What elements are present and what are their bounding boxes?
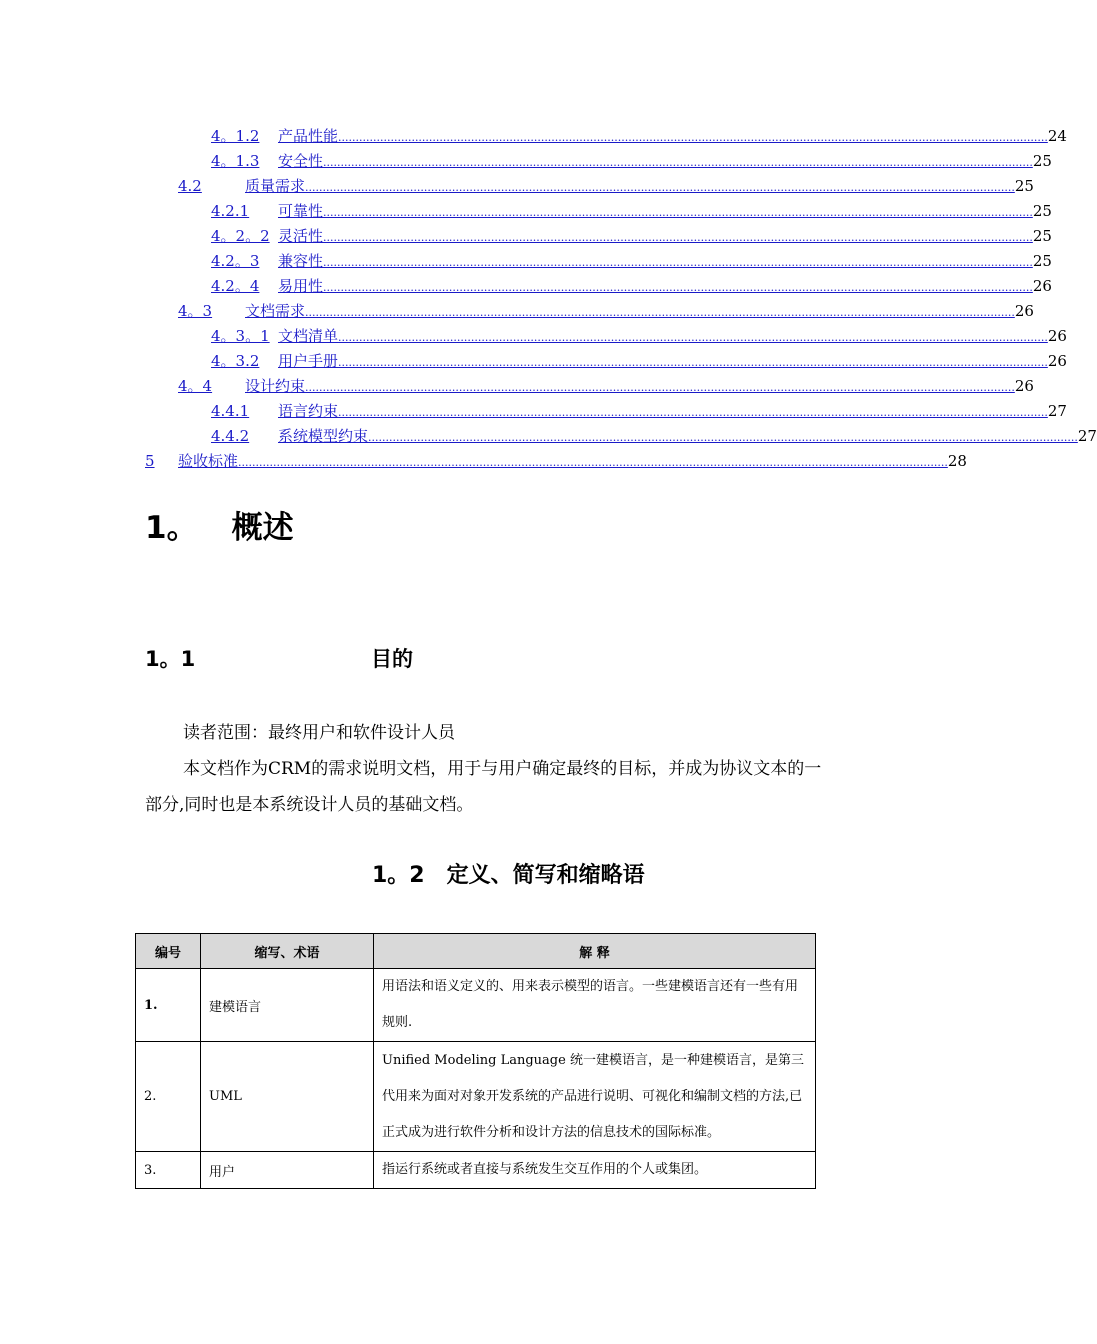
table-header-row: [136, 934, 816, 969]
toc-title: 文档清单: [278, 327, 339, 345]
toc-entry[interactable]: [178, 375, 1034, 397]
toc-link[interactable]: 4。1.3 安全性 ...........................................................................................................................................................................................................: [211, 152, 1033, 170]
toc-entry[interactable]: [178, 175, 1034, 197]
toc-entry[interactable]: [211, 250, 1052, 272]
toc-page: 27: [1077, 427, 1097, 445]
toc-title: 兼容性: [278, 252, 324, 270]
toc-link[interactable]: 4。4 设计约束 ...........................................................................................................................................................................................................: [178, 377, 1015, 395]
toc-title: 文档需求: [245, 302, 306, 320]
toc-page: 25: [1032, 252, 1052, 270]
row-number: 3.: [136, 1152, 201, 1189]
toc-number: 4.2.1: [211, 202, 250, 220]
table-row: [136, 1152, 816, 1189]
toc-number: 4。1.3: [211, 152, 260, 170]
column-header: 解 释: [374, 934, 816, 969]
toc-title: 产品性能: [278, 127, 339, 145]
toc-page: 25: [1032, 227, 1052, 245]
table-row: [136, 1042, 816, 1152]
toc-title: 可靠性: [278, 202, 324, 220]
toc-link[interactable]: 4.4.2 系统模型约束 ...........................................................................................................................................................................................................: [211, 427, 1078, 445]
toc-number: 4.2。4: [211, 277, 260, 295]
toc-number: 4.4.2: [211, 427, 250, 445]
toc-link[interactable]: 4。3 文档需求 ...........................................................................................................................................................................................................: [178, 302, 1015, 320]
heading-number: 1。1: [145, 647, 196, 671]
row-term: 用户: [201, 1152, 374, 1189]
heading-definitions: 1。2 定义、简写和缩略语: [372, 863, 645, 888]
row-description: 用语法和语义定义的、用来表示模型的语言。一些建模语言还有一些有用规则.: [374, 969, 816, 1042]
table-row: [136, 969, 816, 1042]
toc-title: 安全性: [278, 152, 324, 170]
row-number: 1.: [136, 969, 201, 1042]
toc-link[interactable]: 4.2 质量需求 ...........................................................................................................................................................................................................: [178, 177, 1015, 195]
heading-number: 1。: [145, 510, 198, 546]
toc-number: 4。3.2: [211, 352, 260, 370]
toc-entry[interactable]: [211, 125, 1067, 147]
toc-page: 26: [1032, 277, 1052, 295]
toc-page: 26: [1047, 327, 1067, 345]
toc-link[interactable]: 4.2。3 兼容性 ...........................................................................................................................................................................................................: [211, 252, 1033, 270]
row-number: 2.: [136, 1042, 201, 1152]
row-description: Unified Modeling Language 统一建模语言，是一种建模语言，是第三代用来为面对对象开发系统的产品进行说明、可视化和编制文档的方法,已正式成为进行软件分析和设计方法的信息技术的国际标准。: [374, 1042, 816, 1152]
toc-entry[interactable]: [211, 425, 1097, 447]
toc-page: 26: [1014, 302, 1034, 320]
toc-page: 25: [1032, 152, 1052, 170]
toc-number: 4。3。1: [211, 327, 270, 345]
toc-title: 系统模型约束: [278, 427, 369, 445]
toc-page: 25: [1014, 177, 1034, 195]
heading-title: 概述: [231, 510, 294, 546]
toc-link[interactable]: 4.4.1 语言约束 ...........................................................................................................................................................................................................: [211, 402, 1048, 420]
toc-number: 4。3: [178, 302, 213, 320]
column-header: 编号: [136, 934, 201, 969]
toc-number: 4。4: [178, 377, 213, 395]
definitions-table: [135, 933, 816, 1189]
toc-entry[interactable]: [211, 325, 1067, 347]
paragraph-purpose: 本文档作为CRM的需求说明文档，用于与用户确定最终的目标，并成为协议文本的一部分,同时也是本系统设计人员的基础文档。: [145, 759, 822, 815]
row-term: UML: [201, 1042, 374, 1152]
toc-title: 设计约束: [245, 377, 306, 395]
toc-link[interactable]: 4.2.1 可靠性 ...........................................................................................................................................................................................................: [211, 202, 1033, 220]
toc-entry[interactable]: [211, 225, 1052, 247]
toc-number: 4。1.2: [211, 127, 260, 145]
toc-number: 4。2。2: [211, 227, 270, 245]
row-description: 指运行系统或者直接与系统发生交互作用的个人或集团。: [374, 1152, 816, 1189]
toc-entry[interactable]: [178, 300, 1034, 322]
toc-link[interactable]: 5 验收标准 ...........................................................................................................................................................................................................: [145, 452, 948, 470]
toc-title: 灵活性: [278, 227, 324, 245]
toc-title: 语言约束: [278, 402, 339, 420]
heading-title: 目的: [371, 647, 413, 671]
column-header: 缩写、术语: [201, 934, 374, 969]
toc-number: 4.2: [178, 177, 202, 195]
toc-entry[interactable]: [211, 275, 1052, 297]
heading-overview: [145, 502, 294, 547]
toc-page: 26: [1047, 352, 1067, 370]
row-term: 建模语言: [201, 969, 374, 1042]
toc-title: 验收标准: [178, 452, 239, 470]
toc-page: 26: [1014, 377, 1034, 395]
toc-entry[interactable]: [211, 200, 1052, 222]
toc-entry[interactable]: [211, 400, 1067, 422]
toc-link[interactable]: 4。2。2 灵活性 ...........................................................................................................................................................................................................: [211, 227, 1033, 245]
toc-page: 24: [1047, 127, 1067, 145]
toc-entry[interactable]: [211, 150, 1052, 172]
toc-entry[interactable]: [211, 350, 1067, 372]
toc-link[interactable]: 4.2。4 易用性 ...........................................................................................................................................................................................................: [211, 277, 1033, 295]
toc-title: 易用性: [278, 277, 324, 295]
toc-number: 4.4.1: [211, 402, 250, 420]
toc-link[interactable]: 4。1.2 产品性能 ...........................................................................................................................................................................................................: [211, 127, 1048, 145]
toc-page: 28: [947, 452, 967, 470]
toc-entry[interactable]: [145, 450, 967, 472]
toc-link[interactable]: 4。3。1 文档清单 ...........................................................................................................................................................................................................: [211, 327, 1048, 345]
toc-title: 质量需求: [245, 177, 306, 195]
toc-number: 4.2。3: [211, 252, 260, 270]
paragraph-readers: 读者范围：最终用户和软件设计人员: [183, 723, 455, 743]
toc-link[interactable]: 4。3.2 用户手册 ...........................................................................................................................................................................................................: [211, 352, 1048, 370]
toc-title: 用户手册: [278, 352, 339, 370]
toc-page: 27: [1047, 402, 1067, 420]
heading-purpose: [145, 643, 413, 673]
toc-number: 5: [145, 452, 155, 470]
toc-page: 25: [1032, 202, 1052, 220]
